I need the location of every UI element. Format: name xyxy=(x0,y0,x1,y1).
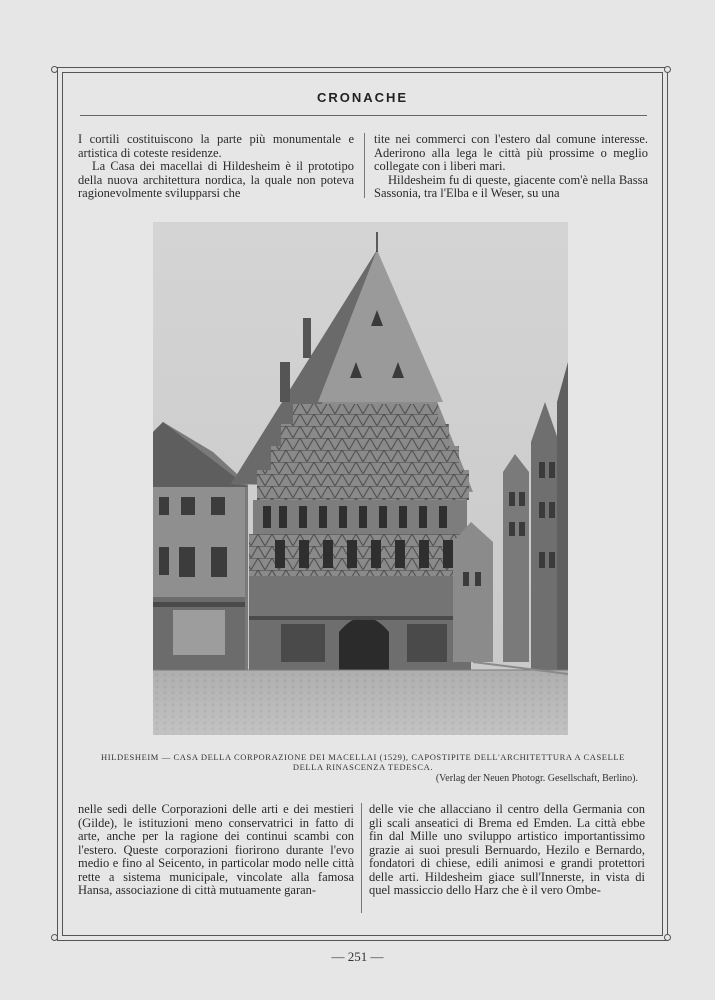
bottom-right-column xyxy=(369,803,645,898)
paragraph: tite nei commerci con l'estero dal comune interesse. Aderirono alla lega le città più prossime o meglio collegate con i liberi mari. xyxy=(374,132,648,173)
corner-ornament xyxy=(664,66,671,73)
caption-line: HILDESHEIM — CASA DELLA CORPORAZIONE DEI MACELLAI (1529), CAPOSTIPITE DELL'ARCHITETTURA A CASELLE xyxy=(101,752,625,762)
top-left-column xyxy=(78,133,354,201)
photo-credit: (Verlag der Neuen Photogr. Gesellschaft, Berlino). xyxy=(435,773,638,784)
bottom-left-column xyxy=(78,803,354,898)
corner-ornament xyxy=(51,66,58,73)
photograph xyxy=(153,222,568,735)
paragraph: La Casa dei macellai di Hildesheim è il prototipo della nuova architettura nordica, la quale non poteva ragionevolmente svilupparsi che xyxy=(78,159,354,200)
top-right-column xyxy=(374,133,648,201)
running-head: CRONACHE xyxy=(316,90,409,105)
paragraph: Hildesheim fu di queste, giacente com'è nella Bassa Sassonia, tra l'Elba e il Weser, su una xyxy=(374,172,648,200)
paragraph: nelle sedi delle Corporazioni delle arti e dei mestieri (Gilde), le istituzioni meno conservatrici in fatto di arte, anche per la ragione dei continui scambi con l'estero. Queste corporazioni fiorirono durante l'evo medio e fino al Seicento, in particolar modo nelle città rette a sistema municipale, vincolate alla famosa Hansa, associazione di città mutuamente garan- xyxy=(78,802,354,897)
corner-ornament xyxy=(664,934,671,941)
paragraph: I cortili costituiscono la parte più monumentale e artistica di coteste residenze. xyxy=(78,132,354,160)
head-rule xyxy=(80,115,647,116)
corner-ornament xyxy=(51,934,58,941)
paragraph: delle vie che allacciano il centro della Germania con gli scali anseatici di Brema ed Emden. La città ebbe fin dal Mille uno sviluppo artistico importantissimo grazie ai suoi presuli Bernuardo, Hezilo e Bernardo, fondatori di chiese, edili animosi e grandi protettori delle arti. Hildesheim giace sull'Innerste, in vista di quel massiccio dello Harz che è il vero Ombe- xyxy=(369,802,645,897)
column-divider xyxy=(361,803,362,913)
photo-caption xyxy=(96,752,630,772)
column-divider xyxy=(364,133,365,198)
page-number: — 251 — xyxy=(331,949,384,964)
caption-line: DELLA RINASCENZA TEDESCA. xyxy=(292,762,434,772)
